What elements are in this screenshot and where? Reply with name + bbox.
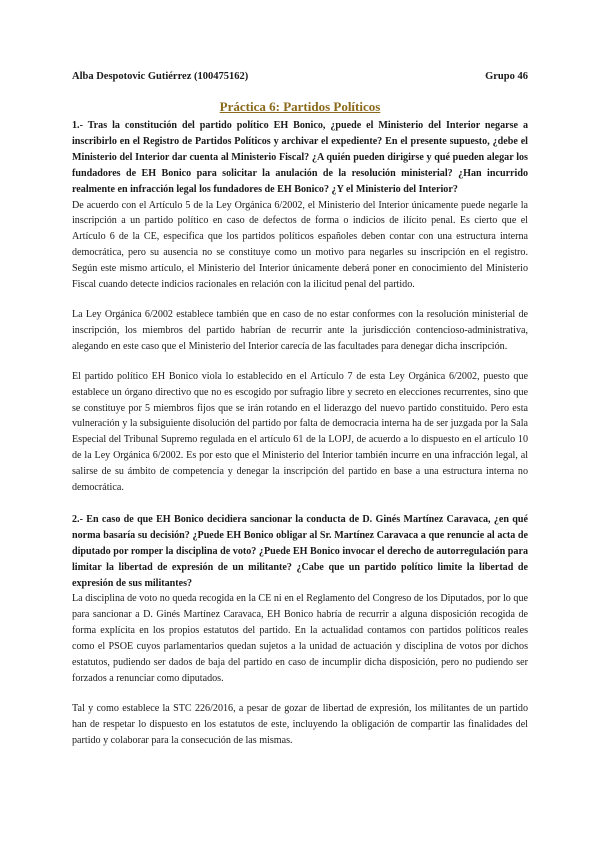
- answer-1-paragraph-1: De acuerdo con el Artículo 5 de la Ley Orgánica 6/2002, el Ministerio del Interior únicamente puede negarle la inscripción a un partido político en caso de defectos de forma o indicios de ilícito penal. Es cierto que el Artículo 6 de la CE, especifica que los partidos políticos españoles deben contar con una estructura interna democrática, pero su ausencia no se constituye como un motivo para negarles su inscripción en el registro. Según este mismo artículo, el Ministerio del Interior únicamente deberá poner en conocimiento del Ministerio Fiscal cuando detecte indicios racionales en relación con la ilicitud penal del partido.: [72, 199, 528, 291]
- question-2: 2.- En caso de que EH Bonico decidiera sancionar la conducta de D. Ginés Martínez Caravaca, ¿en qué norma basaría su decisión? ¿Puede EH Bonico obligar al Sr. Martínez Caravaca a que renuncie al acta de diputado por romper la disciplina de voto? ¿Puede EH Bonico invocar el derecho de autorregulación para limitar la libertad de expresión de un militante? ¿Cabe que un partido político limite la libertad de expresión de sus militantes?: [72, 513, 528, 589]
- author-name: Alba Despotovic Gutiérrez (100475162): [72, 71, 249, 82]
- group-label: Grupo 46: [485, 71, 528, 82]
- document-title-text: Práctica 6: Partidos Políticos: [219, 99, 381, 114]
- answer-2-paragraph-1: La disciplina de voto no queda recogida en la CE ni en el Reglamento del Congreso de los Diputados, por lo que para sancionar a D. Ginés Martínez Caravaca, EH Bonico habría de recurrir a alguna disposición recogida de forma explícita en los propios estatutos del partido. En la actualidad contamos con partidos políticos reales como el PSOE cuyos parlamentarios quedan sujetos a la unidad de actuación y disciplina de votos por dichos estatutos, pudiendo ser dados de baja del partido en caso de incumplir dicha disposición, pero no pudiendo ser forzados a renunciar como diputados.: [72, 593, 528, 684]
- question-1: 1.- Tras la constitución del partido político EH Bonico, ¿puede el Ministerio del Interior negarse a inscribirlo en el Registro de Partidos Políticos y archivar el expediente? En el presente supuesto, ¿debe el Ministerio del Interior dar cuenta al Ministerio Fiscal? ¿A quién pueden dirigirse y qué pueden alegar los fundadores de EH Bonico para solicitar la anulación de la resolución ministerial? ¿Han incurrido realmente en infracción legal los fundadores de EH Bonico? ¿Y el Ministerio del Interior?: [72, 120, 528, 195]
- answer-1-paragraph-3: El partido político EH Bonico viola lo establecido en el Artículo 7 de esta Ley Orgánica 6/2002, puesto que establece un órgano directivo que no es escogido por sufragio libre y secreto en elecciones recurrentes, sino que se constituye por 5 miembros fijos que se irán rotando en el liderazgo del nuevo partido constituido. Pero esta vulneración y la subsiguiente disolución del partido por falta de democracia interna ha de ser juzgada por la Sala Especial del Tribunal Supremo regulada en el artículo 61 de la LOPJ, de acuerdo a lo dispuesto en el artículo 10 de la Ley Orgánica 6/2002. Es por esto que el Ministerio del Interior también incurre en una infracción legal, al salirse de su ámbito de competencia y denegar la inscripción del partido en base a una estructura interna no democrática.: [72, 370, 528, 494]
- document-body: [72, 118, 528, 749]
- answer-2-paragraph-2: Tal y como establece la STC 226/2016, a pesar de gozar de libertad de expresión, los militantes de un partido han de respetar lo dispuesto en los estatutos de este, incluyendo la obligación de compartir las finalidades del partido y colaborar para la consecución de las mismas.: [72, 702, 528, 746]
- page-header: [72, 71, 528, 82]
- document-title: [0, 99, 600, 115]
- answer-1-paragraph-2: La Ley Orgánica 6/2002 establece también que en caso de no estar conformes con la resolución ministerial de inscripción, los miembros del partido habrían de recurrir ante la jurisdicción contencioso-administrativa, alegando en este caso que el Ministerio del Interior carecía de las facultades para denegar dicha inscripción.: [72, 308, 528, 352]
